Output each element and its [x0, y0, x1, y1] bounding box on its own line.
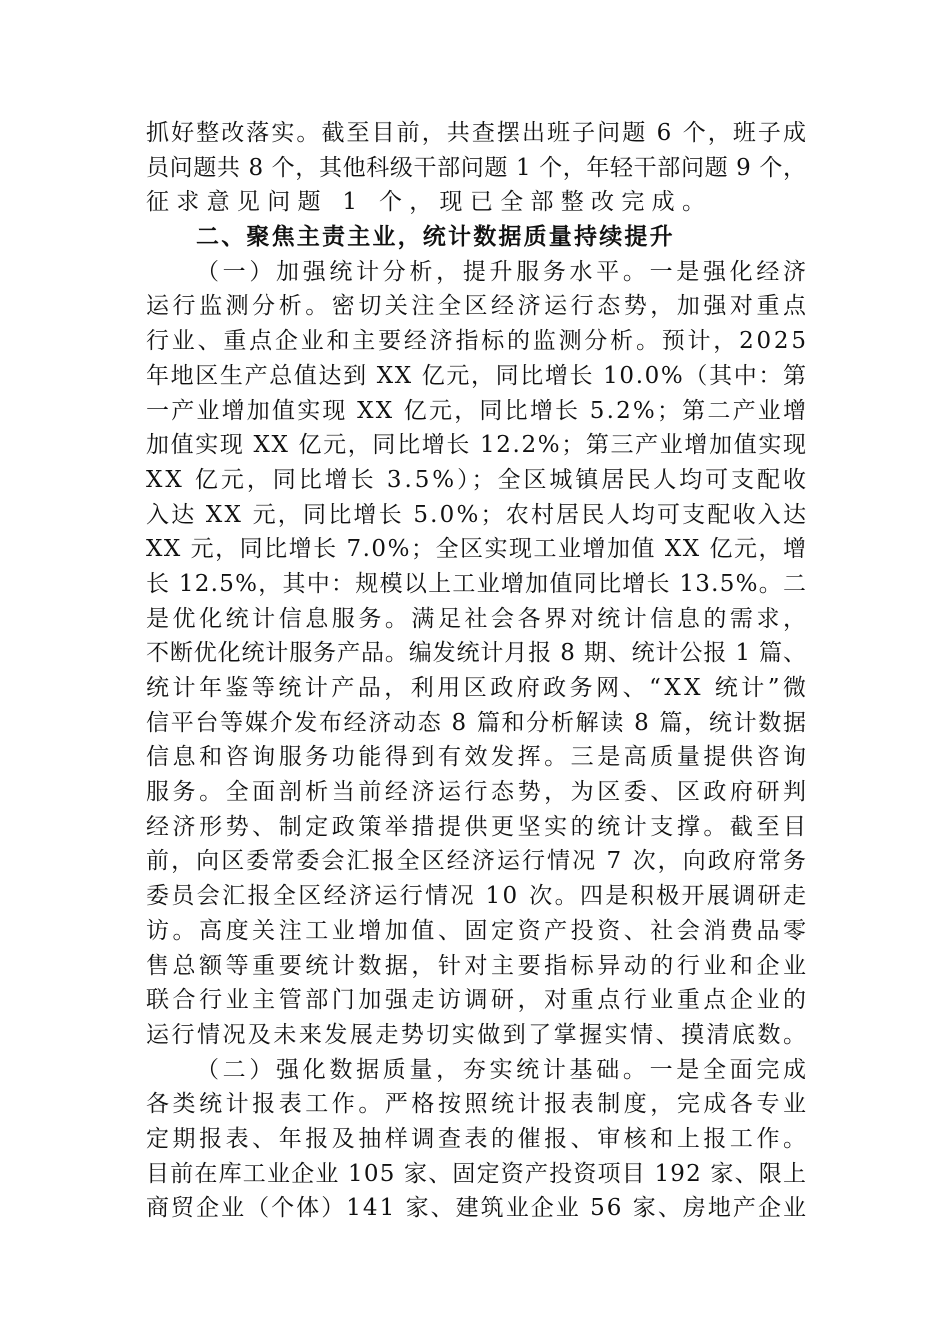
paragraph-line: 经济形势、制定政策举措提供更坚实的统计支撑。截至目 [146, 813, 810, 840]
paragraph-line: 商贸企业（个体）141 家、建筑业企业 56 家、房地产企业 [146, 1195, 809, 1222]
paragraph-line: 统计年鉴等统计产品，利用区政府政务网、“XX 统计”微 [146, 675, 810, 701]
paragraph-line: XX 亿元，同比增长 3.5%）；全区城镇居民人均可支配收 [146, 466, 809, 493]
paragraph-line: 是优化统计信息服务。满足社会各界对统计信息的需求， [146, 605, 810, 632]
section-heading: 二、聚焦主责主业，统计数据质量持续提升 [196, 224, 675, 251]
paragraph-line: 征求意见问题 1 个，现已全部整改完成。 [146, 189, 713, 216]
paragraph-line: 长 12.5%，其中：规模以上工业增加值同比增长 13.5%。二 [146, 570, 808, 597]
paragraph-line: 行业、重点企业和主要经济指标的监测分析。预计，2025 [146, 328, 809, 355]
paragraph-line: 员问题共 8 个，其他科级干部问题 1 个，年轻干部问题 9 个， [146, 154, 807, 181]
paragraph-line: 售总额等重要统计数据，针对主要指标异动的行业和企业 [146, 952, 810, 979]
paragraph-line: 委员会汇报全区经济运行情况 10 次。四是积极开展调研走 [146, 883, 809, 910]
paragraph-line: 联合行业主管部门加强走访调研，对重点行业重点企业的 [146, 987, 810, 1014]
paragraph-line: 年地区生产总值达到 XX 亿元，同比增长 10.0%（其中：第 [146, 362, 808, 389]
paragraph-line: 服务。全面剖析当前经济运行态势，为区委、区政府研判 [146, 779, 810, 806]
paragraph-line: 各类统计报表工作。严格按照统计报表制度，完成各专业 [146, 1091, 810, 1118]
paragraph-line: 信平台等媒介发布经济动态 8 篇和分析解读 8 篇，统计数据 [146, 709, 808, 736]
document-body [146, 116, 810, 1226]
paragraph-line: 访。高度关注工业增加值、固定资产投资、社会消费品零 [146, 917, 810, 944]
paragraph-line: 运行监测分析。密切关注全区经济运行态势，加强对重点 [146, 293, 810, 320]
subsection-2-first-line: （二）强化数据质量，夯实统计基础。一是全面完成 [196, 1056, 810, 1083]
paragraph-line: 加值实现 XX 亿元，同比增长 12.2%；第三产业增加值实现 [146, 432, 808, 459]
paragraph-line: 一产业增加值实现 XX 亿元，同比增长 5.2%；第二产业增 [146, 397, 809, 424]
paragraph-line: 目前在库工业企业 105 家、固定资产投资项目 192 家、限上 [146, 1160, 808, 1187]
subsection-1-first-line: （一）加强统计分析，提升服务水平。一是强化经济 [196, 258, 810, 285]
paragraph-line: 抓好整改落实。截至目前，共查摆出班子问题 6 个，班子成 [146, 120, 809, 146]
paragraph-line: 入达 XX 元，同比增长 5.0%；农村居民人均可支配收入达 [146, 501, 809, 528]
paragraph-line: 运行情况及未来发展走势切实做到了掌握实情、摸清底数。 [146, 1021, 809, 1048]
paragraph-line: 前，向区委常委会汇报全区经济运行情况 7 次，向政府常务 [146, 848, 809, 875]
paragraph-line: XX 元，同比增长 7.0%；全区实现工业增加值 XX 亿元，增 [146, 536, 808, 563]
paragraph-line: 信息和咨询服务功能得到有效发挥。三是高质量提供咨询 [146, 744, 810, 771]
paragraph-line: 定期报表、年报及抽样调查表的催报、审核和上报工作。 [146, 1125, 810, 1152]
paragraph-line: 不断优化统计服务产品。编发统计月报 8 期、统计公报 1 篇、 [146, 640, 807, 667]
